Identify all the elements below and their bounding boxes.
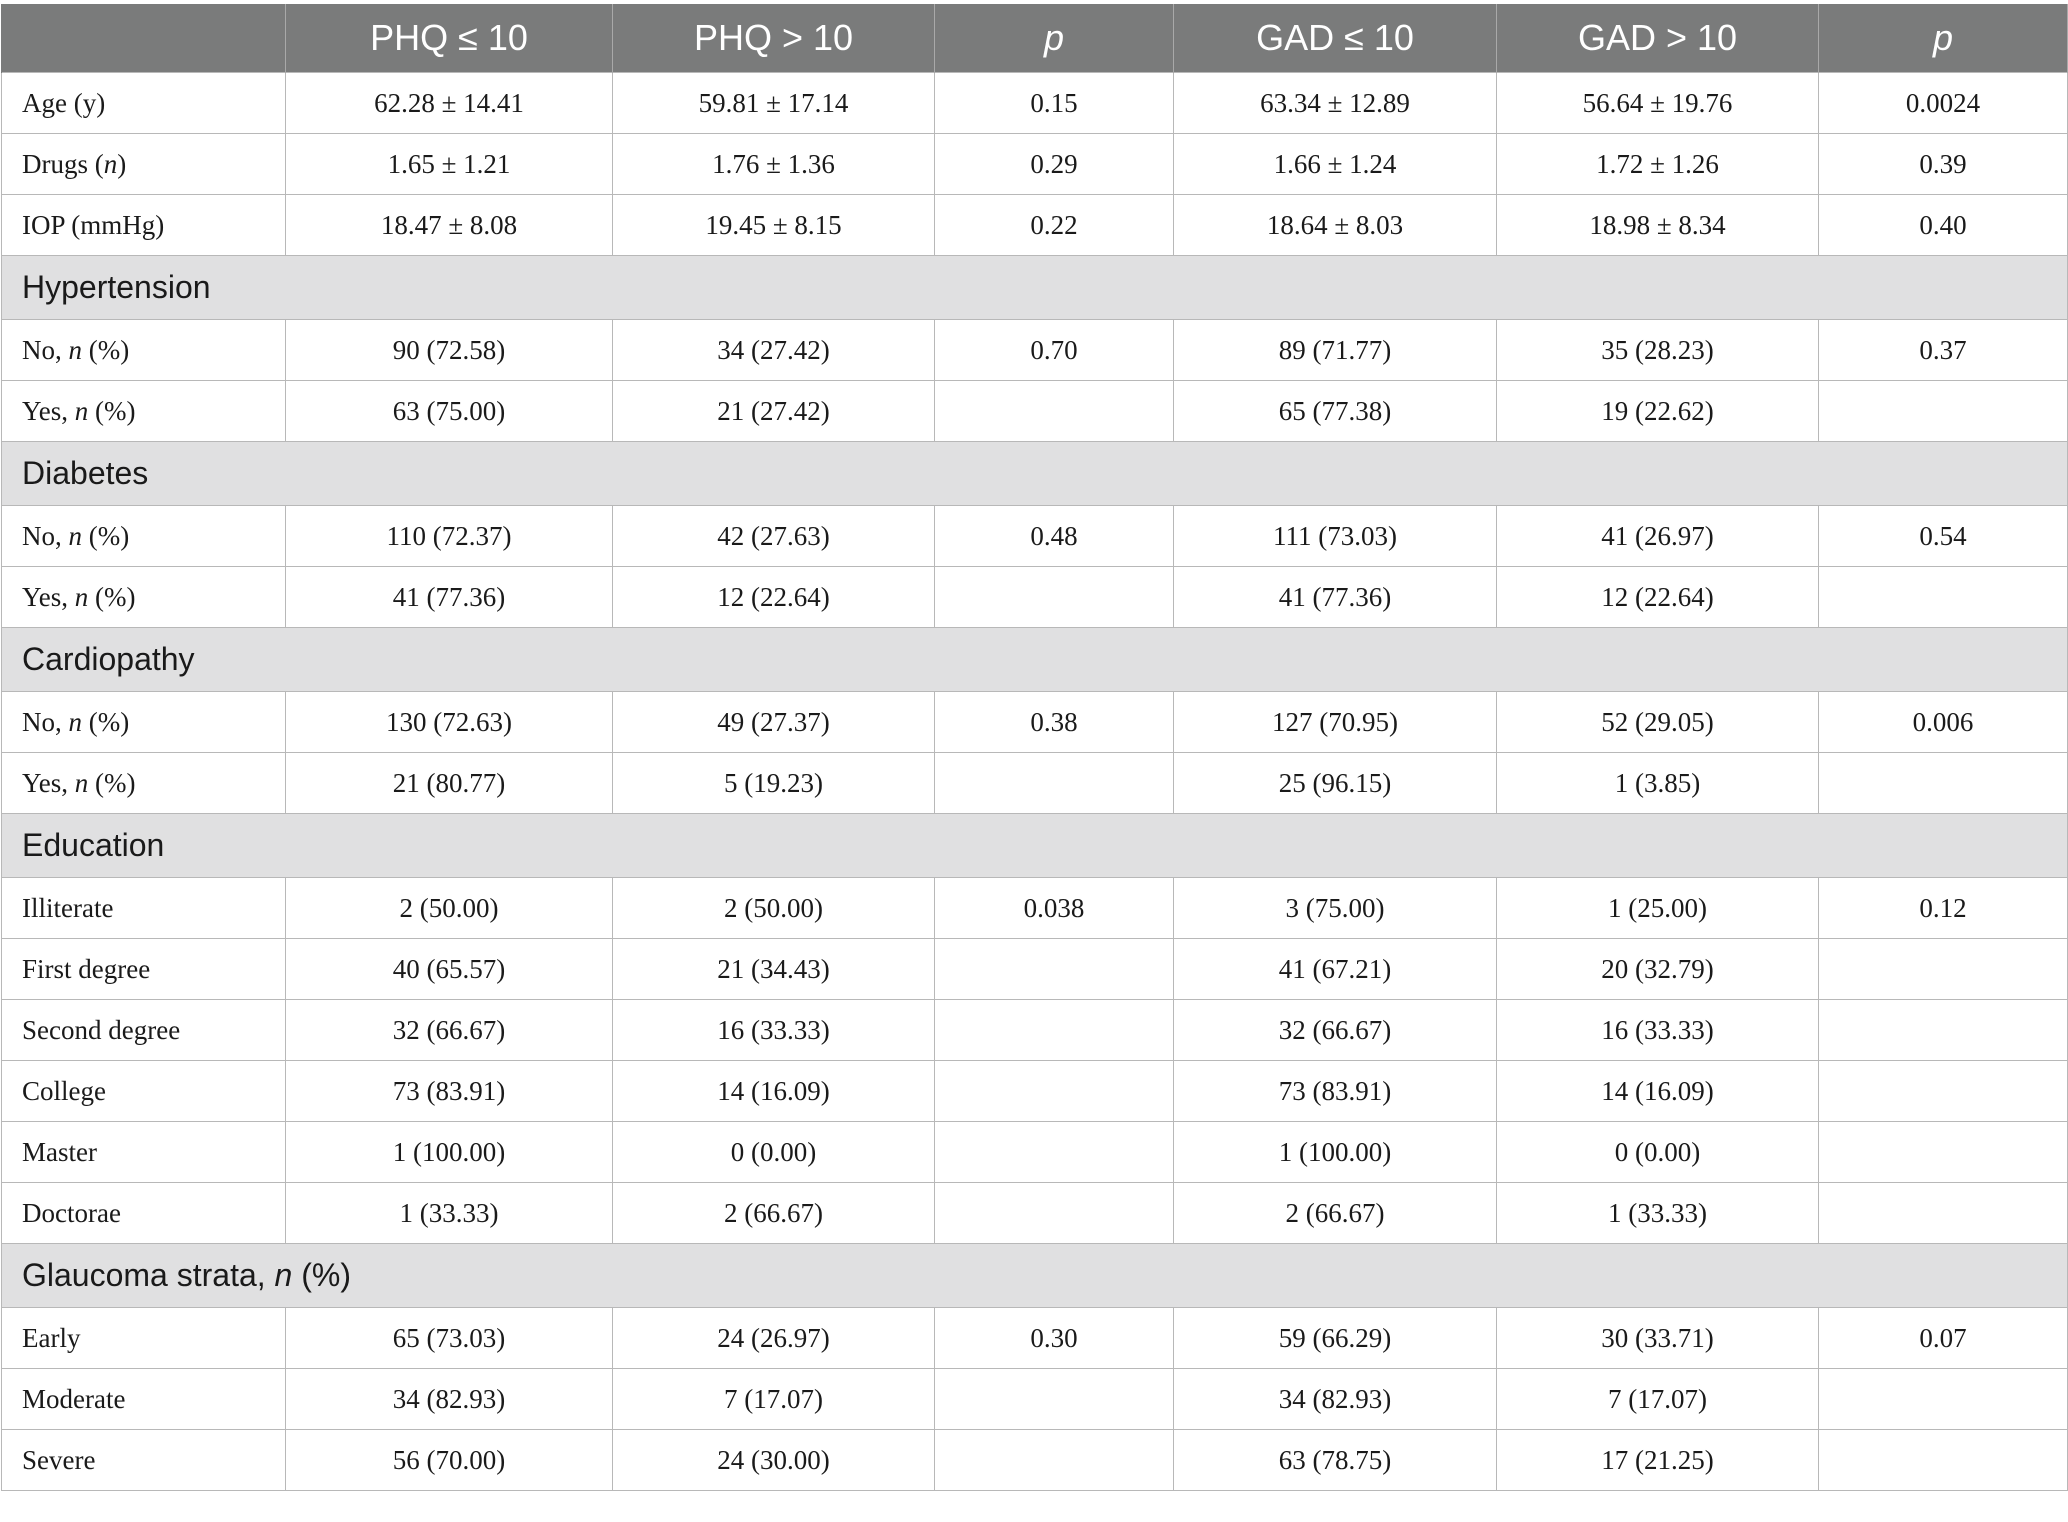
table-cell: 34 (82.93) (286, 1369, 613, 1430)
table-row (2, 939, 2068, 1000)
table-cell: 21 (80.77) (286, 753, 613, 814)
table-cell (1819, 381, 2068, 442)
table-cell: 127 (70.95) (1174, 692, 1497, 753)
table-cell: 41 (77.36) (1174, 567, 1497, 628)
table-row (2, 381, 2068, 442)
table-cell: 32 (66.67) (286, 1000, 613, 1061)
section-row (2, 814, 2068, 878)
row-label: Yes, n (%) (2, 567, 286, 628)
table-cell: 49 (27.37) (613, 692, 935, 753)
table-cell: 59 (66.29) (1174, 1308, 1497, 1369)
table-cell: 0.30 (935, 1308, 1174, 1369)
row-label: Age (y) (2, 73, 286, 134)
table-cell: 19.45 ± 8.15 (613, 195, 935, 256)
row-label: Doctorae (2, 1183, 286, 1244)
table-cell (1819, 1122, 2068, 1183)
table-cell: 41 (67.21) (1174, 939, 1497, 1000)
header-p-label: p (1043, 17, 1065, 58)
row-label: Drugs (n) (2, 134, 286, 195)
table-row (2, 506, 2068, 567)
table-cell: 2 (50.00) (613, 878, 935, 939)
header-row (2, 4, 2068, 73)
table-header (2, 4, 2068, 73)
header-cell-gad-low: GAD ≤ 10 (1174, 4, 1497, 73)
table-row (2, 753, 2068, 814)
table-cell: 17 (21.25) (1497, 1430, 1819, 1491)
table-row (2, 1430, 2068, 1491)
section-row (2, 1244, 2068, 1308)
table-cell: 0.22 (935, 195, 1174, 256)
table-cell: 0.54 (1819, 506, 2068, 567)
results-table (1, 4, 2068, 1491)
table-cell (935, 381, 1174, 442)
row-label: No, n (%) (2, 506, 286, 567)
table-cell: 1 (3.85) (1497, 753, 1819, 814)
table-cell (935, 567, 1174, 628)
table-cell: 65 (77.38) (1174, 381, 1497, 442)
section-row (2, 628, 2068, 692)
table-cell (935, 1000, 1174, 1061)
table-cell: 30 (33.71) (1497, 1308, 1819, 1369)
table-cell: 89 (71.77) (1174, 320, 1497, 381)
table-cell: 0.39 (1819, 134, 2068, 195)
row-label: Master (2, 1122, 286, 1183)
table-cell: 73 (83.91) (1174, 1061, 1497, 1122)
table-row (2, 195, 2068, 256)
table-cell (935, 1122, 1174, 1183)
table-cell: 34 (82.93) (1174, 1369, 1497, 1430)
table-cell (1819, 1369, 2068, 1430)
table-cell: 12 (22.64) (613, 567, 935, 628)
table-cell: 1 (33.33) (286, 1183, 613, 1244)
table-cell: 0.0024 (1819, 73, 2068, 134)
table-cell: 0.38 (935, 692, 1174, 753)
table-cell: 0.07 (1819, 1308, 2068, 1369)
table-cell: 65 (73.03) (286, 1308, 613, 1369)
row-label: No, n (%) (2, 692, 286, 753)
table-cell: 63.34 ± 12.89 (1174, 73, 1497, 134)
table-cell: 16 (33.33) (1497, 1000, 1819, 1061)
table-row (2, 1122, 2068, 1183)
row-label: Illiterate (2, 878, 286, 939)
section-label: Education (2, 814, 2068, 878)
table-cell: 52 (29.05) (1497, 692, 1819, 753)
table-cell: 41 (77.36) (286, 567, 613, 628)
table-row (2, 1308, 2068, 1369)
row-label: Yes, n (%) (2, 381, 286, 442)
table-cell: 63 (75.00) (286, 381, 613, 442)
section-label: Hypertension (2, 256, 2068, 320)
section-row (2, 256, 2068, 320)
table-row (2, 567, 2068, 628)
table-cell (935, 1430, 1174, 1491)
table-row (2, 134, 2068, 195)
table-row (2, 1061, 2068, 1122)
table-cell: 1.76 ± 1.36 (613, 134, 935, 195)
table-cell: 1.65 ± 1.21 (286, 134, 613, 195)
row-label: Early (2, 1308, 286, 1369)
row-label: Moderate (2, 1369, 286, 1430)
table-cell (1819, 1183, 2068, 1244)
table-cell: 1 (25.00) (1497, 878, 1819, 939)
table-cell (1819, 1000, 2068, 1061)
table-row (2, 878, 2068, 939)
table-cell: 0.40 (1819, 195, 2068, 256)
header-cell-phq-low: PHQ ≤ 10 (286, 4, 613, 73)
table-cell: 1 (100.00) (1174, 1122, 1497, 1183)
table-cell: 0.006 (1819, 692, 2068, 753)
table-cell: 1 (33.33) (1497, 1183, 1819, 1244)
table-row (2, 1183, 2068, 1244)
table-cell: 110 (72.37) (286, 506, 613, 567)
table-cell: 0.038 (935, 878, 1174, 939)
table-row (2, 320, 2068, 381)
table-row (2, 692, 2068, 753)
table-cell: 19 (22.62) (1497, 381, 1819, 442)
table-cell (935, 1183, 1174, 1244)
row-label: First degree (2, 939, 286, 1000)
table-cell: 14 (16.09) (1497, 1061, 1819, 1122)
table-cell (935, 1369, 1174, 1430)
table-cell: 41 (26.97) (1497, 506, 1819, 567)
table-cell (1819, 1061, 2068, 1122)
table-cell (1819, 567, 2068, 628)
table-cell: 18.47 ± 8.08 (286, 195, 613, 256)
table-cell: 18.98 ± 8.34 (1497, 195, 1819, 256)
table-cell: 21 (27.42) (613, 381, 935, 442)
table-cell (935, 1061, 1174, 1122)
table-cell: 14 (16.09) (613, 1061, 935, 1122)
row-label: No, n (%) (2, 320, 286, 381)
table-cell: 0.29 (935, 134, 1174, 195)
table-cell: 25 (96.15) (1174, 753, 1497, 814)
table-cell: 0.70 (935, 320, 1174, 381)
section-row (2, 442, 2068, 506)
table-cell: 63 (78.75) (1174, 1430, 1497, 1491)
row-label: IOP (mmHg) (2, 195, 286, 256)
table-cell: 0 (0.00) (613, 1122, 935, 1183)
table-cell: 12 (22.64) (1497, 567, 1819, 628)
table-cell: 32 (66.67) (1174, 1000, 1497, 1061)
table-cell: 5 (19.23) (613, 753, 935, 814)
header-cell-phq-high: PHQ > 10 (613, 4, 935, 73)
section-label: Diabetes (2, 442, 2068, 506)
table-cell: 24 (30.00) (613, 1430, 935, 1491)
table-cell: 130 (72.63) (286, 692, 613, 753)
table-cell: 73 (83.91) (286, 1061, 613, 1122)
table-cell: 2 (66.67) (1174, 1183, 1497, 1244)
table-cell (1819, 939, 2068, 1000)
section-label: Cardiopathy (2, 628, 2068, 692)
header-p-label: p (1932, 17, 1954, 58)
table-cell: 7 (17.07) (1497, 1369, 1819, 1430)
table-cell (935, 939, 1174, 1000)
table-cell: 62.28 ± 14.41 (286, 73, 613, 134)
row-label: Severe (2, 1430, 286, 1491)
table-cell: 2 (66.67) (613, 1183, 935, 1244)
table-cell: 35 (28.23) (1497, 320, 1819, 381)
table-cell: 0 (0.00) (1497, 1122, 1819, 1183)
header-cell-gad-high: GAD > 10 (1497, 4, 1819, 73)
table-row (2, 1000, 2068, 1061)
table-body (2, 73, 2068, 1491)
table-cell: 34 (27.42) (613, 320, 935, 381)
table-cell: 0.48 (935, 506, 1174, 567)
header-cell-label (2, 4, 286, 73)
table-cell: 24 (26.97) (613, 1308, 935, 1369)
table-cell: 21 (34.43) (613, 939, 935, 1000)
table-cell (935, 753, 1174, 814)
table-cell: 56.64 ± 19.76 (1497, 73, 1819, 134)
row-label: Second degree (2, 1000, 286, 1061)
table-row (2, 73, 2068, 134)
table-cell (1819, 1430, 2068, 1491)
table-cell: 42 (27.63) (613, 506, 935, 567)
table-cell: 2 (50.00) (286, 878, 613, 939)
table-cell: 7 (17.07) (613, 1369, 935, 1430)
row-label: Yes, n (%) (2, 753, 286, 814)
table-cell: 1.66 ± 1.24 (1174, 134, 1497, 195)
table-cell: 40 (65.57) (286, 939, 613, 1000)
table-row (2, 1369, 2068, 1430)
row-label: College (2, 1061, 286, 1122)
table-cell: 20 (32.79) (1497, 939, 1819, 1000)
table-cell: 59.81 ± 17.14 (613, 73, 935, 134)
table-cell: 3 (75.00) (1174, 878, 1497, 939)
section-label: Glaucoma strata, n (%) (2, 1244, 2068, 1308)
table-cell: 56 (70.00) (286, 1430, 613, 1491)
table-cell: 16 (33.33) (613, 1000, 935, 1061)
table-cell: 0.15 (935, 73, 1174, 134)
table-cell: 0.37 (1819, 320, 2068, 381)
table-cell: 90 (72.58) (286, 320, 613, 381)
table-cell (1819, 753, 2068, 814)
table-cell: 18.64 ± 8.03 (1174, 195, 1497, 256)
results-table-container (1, 4, 2067, 1491)
table-cell: 1 (100.00) (286, 1122, 613, 1183)
table-cell: 1.72 ± 1.26 (1497, 134, 1819, 195)
header-cell-gad-p (1819, 4, 2068, 73)
header-cell-phq-p (935, 4, 1174, 73)
table-cell: 111 (73.03) (1174, 506, 1497, 567)
table-cell: 0.12 (1819, 878, 2068, 939)
